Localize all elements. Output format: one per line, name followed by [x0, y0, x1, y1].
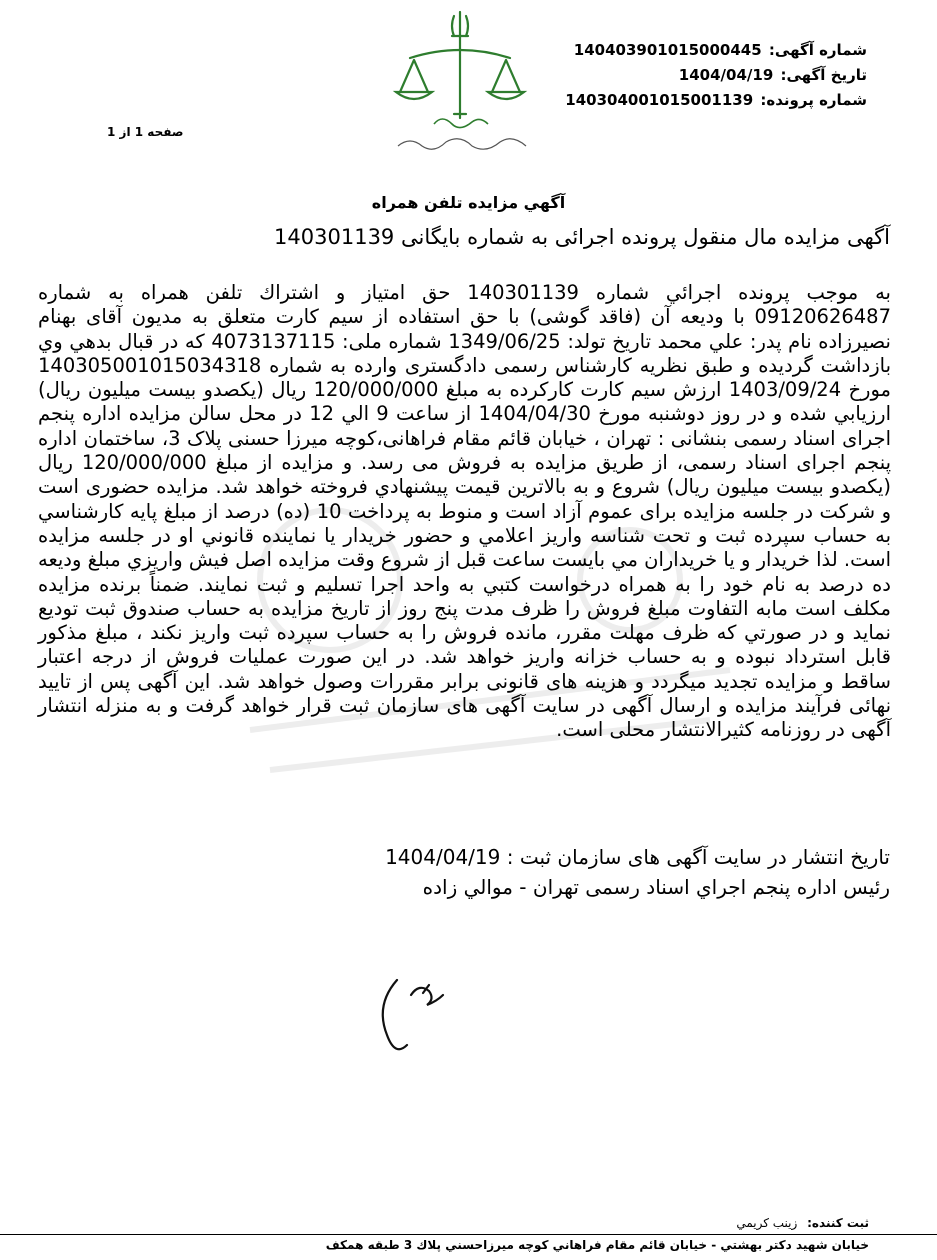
file-number: 140304001015001139: [565, 91, 754, 109]
file-number-label: شماره پرونده:: [760, 91, 867, 109]
ad-date: 1404/04/19: [678, 66, 774, 84]
ad-date-label: تاریخ آگهی:: [780, 66, 867, 84]
registrar-name: زينب كريمي: [736, 1216, 798, 1230]
ad-metadata: [565, 38, 867, 113]
handwritten-signature: [345, 935, 480, 1065]
publish-date-line: تاریخ انتشار در سایت آگهی های سازمان ثبت : 1404/04/19: [385, 845, 890, 869]
file-number-row: [565, 88, 867, 113]
judiciary-emblem-icon: [380, 6, 540, 156]
auction-notice-body: به موجب پرونده اجرائي شماره 140301139 حق امتياز و اشتراك تلفن همراه به شماره 09120626487 با وديعه آن (فاقد گوشی) با حق استفاده از سیم کارت متعلق به مديون آقاى بهنام نصيرزاده نام پدر: علي محمد تاريخ تولد: 1349/06/25 شماره ملی: 4073137115 که در قبال بدهي وي بازداشت گرديده و طبق نظريه كارشناس رسمی دادگستری وارده به شماره 140305001015034318 مورخ 1403/09/24 ارزش سیم کارت کارکرده به مبلغ 120/000/000 ريال (یکصدو بیست میلیون ريال) ارزيابي شده و در روز دوشنبه مورخ 1404/04/30 از ساعت 9 الي 12 در محل سالن مزايده اداره پنجم اجرای اسناد رسمی بنشانی : تهران ، خیابان قائم مقام فراهانی،کوچه میرزا حسنی پلاک 3، ساختمان اداره پنجم اجرای اسناد رسمی، از طریق مزایده به فروش می رسد. و مزایده از مبلغ 120/000/000 ريال (یکصدو بیست میلیون ريال) شروع و به بالاترين قيمت پيشنهادي فروخته خواهد شد. مزايده حضوری است و شرکت در جلسه مزایده برای عموم آزاد است و منوط به پرداخت 10 (ده) درصد از مبلغ پايه كارشناسي به حساب سپرده ثبت و تحت شناسه واريز اعلامي و حضور خريدار يا نماينده قانوني او در جلسه مزايده است. لذا خريدار و يا خريداران مي بايست ساعت قبل از شروع وقت مزايده اصل فيش واريزي مبلغ وديعه ده درصد به نام خود را به همراه درخواست كتبي به واحد اجرا تسليم و ثبت نمايند. ضمناً برنده مزايده مكلف است مابه التفاوت مبلغ فروش را ظرف مدت پنج روز از تاريخ مزايده به حساب صندوق ثبت توديع نمايد و در صورتي كه ظرف مهلت مقرر، مانده فروش را به حساب سپرده ثبت واريز نكند ، مبلغ مذكور قابل استرداد نبوده و به حساب خزانه واريز خواهد شد. در اين صورت عمليات فروش از درجه اعتبار ساقط و مزايده تجديد ميگردد و هزینه های قانونی برابر مقررات وصول خواهد شد. این آگهی پس از تایید نهائی فرآیند مزایده و ارسال آگهی در سایت آگهی های سازمان ثبت قرار خواهد گرفت و به منزله انتشار آگهی در روزنامه کثیرالانتشار محلی است.: [38, 281, 892, 742]
registrar-label: ثبت کننده:: [807, 1216, 869, 1230]
ad-number-label: شماره آگهی:: [768, 41, 867, 59]
ad-number: 140403901015000445: [573, 41, 762, 59]
page-number: صفحه 1 از 1: [107, 125, 184, 139]
document-title: آگهي مزايده تلفن همراه: [371, 193, 566, 212]
signer-line: رئیس اداره پنجم اجراي اسناد رسمی تهران - موالي زاده: [422, 875, 890, 899]
footer-divider: [0, 1234, 937, 1235]
document-subtitle: آگهی مزایده مال منقول پرونده اجرائی به شماره بایگانی 140301139: [274, 225, 890, 249]
office-address: خيابان شهيد دكتر بهشتي - خيابان قائم مقام فراهاني كوچه ميرزاحسني پلاك 3 طبقه همكف: [325, 1238, 869, 1252]
ad-number-row: [565, 38, 867, 63]
ad-date-row: [565, 63, 867, 88]
closing-block: [385, 842, 890, 902]
registrar-line: [736, 1216, 869, 1230]
